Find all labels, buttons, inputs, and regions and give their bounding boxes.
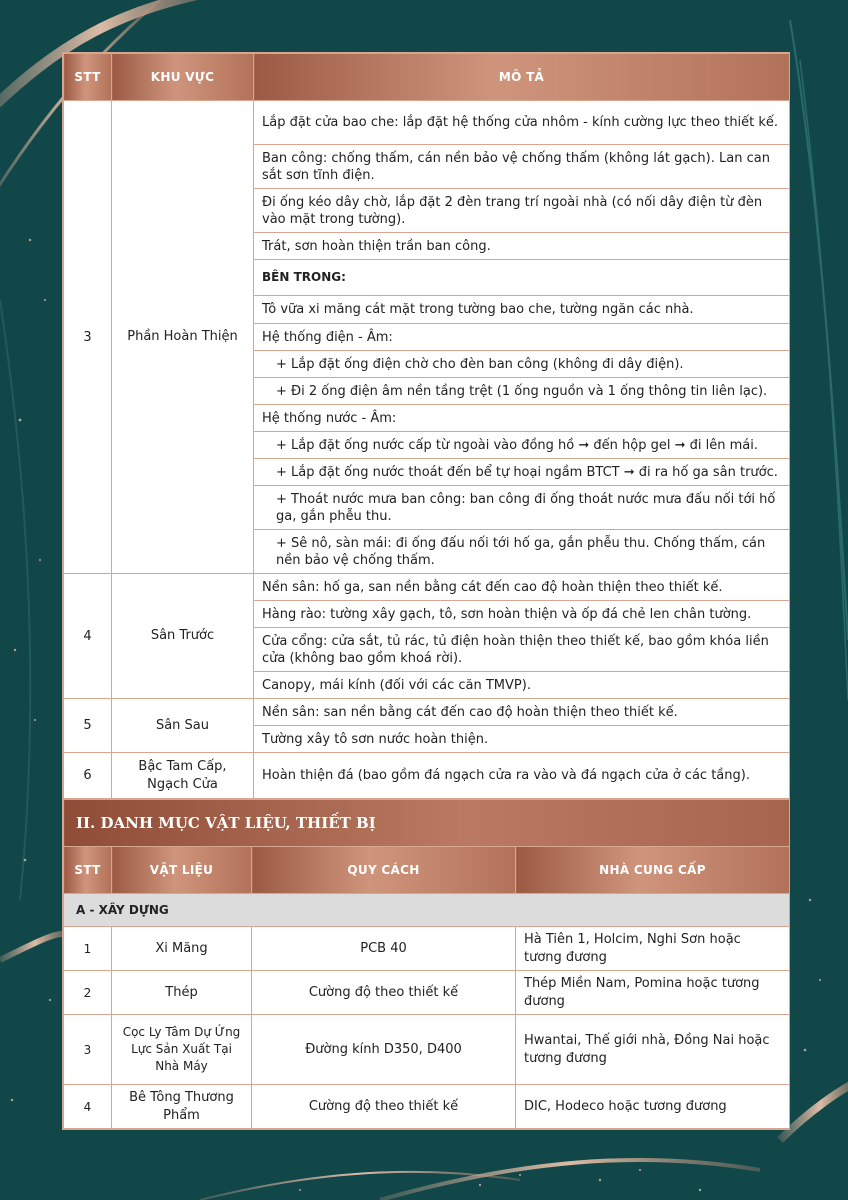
desc-cell: + Thoát nước mưa ban công: ban công đi ống thoát nước mưa đấu nối tới hố ga, gắn phễu thu.: [254, 486, 790, 530]
desc-cell: Hệ thống nước - Âm:: [254, 405, 790, 432]
header-supplier: NHÀ CUNG CẤP: [516, 847, 790, 894]
row-stt: 4: [64, 1085, 112, 1129]
desc-cell: + Lắp đặt ống điện chờ cho đèn ban công (không đi dây điện).: [254, 351, 790, 378]
header-area: KHU VỰC: [112, 54, 254, 101]
row-spec: Cường độ theo thiết kế: [252, 971, 516, 1015]
desc-cell: Ban công: chống thấm, cán nền bảo vệ chống thấm (không lát gạch). Lan can sắt sơn tĩnh điện.: [254, 145, 790, 189]
row-stt: 2: [64, 971, 112, 1015]
desc-cell: Đi ống kéo dây chờ, lắp đặt 2 đèn trang trí ngoài nhà (có nối dây điện từ đèn vào mặt trong tường).: [254, 189, 790, 233]
desc-cell: + Lắp đặt ống nước thoát đến bể tự hoại ngầm BTCT ➞ đi ra hố ga sân trước.: [254, 459, 790, 486]
table-row: [64, 574, 790, 601]
row-stt: 5: [64, 699, 112, 753]
desc-cell: Cửa cổng: cửa sắt, tủ rác, tủ điện hoàn thiện theo thiết kế, bao gồm khóa liền cửa (không bao gồm khoá rời).: [254, 628, 790, 672]
scope-table: [63, 53, 790, 799]
row-supplier: DIC, Hodeco hoặc tương đương: [516, 1085, 790, 1129]
header-stt: STT: [64, 847, 112, 894]
desc-cell: Hoàn thiện đá (bao gồm đá ngạch cửa ra vào và đá ngạch cửa ở các tầng).: [254, 753, 790, 799]
desc-cell: Tô vữa xi măng cát mặt trong tường bao che, tường ngăn các nhà.: [254, 296, 790, 324]
group-label: A - XÂY DỰNG: [64, 894, 790, 927]
desc-cell: Lắp đặt cửa bao che: lắp đặt hệ thống cửa nhôm - kính cường lực theo thiết kế.: [254, 101, 790, 145]
section-title: II. DANH MỤC VẬT LIỆU, THIẾT BỊ: [64, 800, 790, 847]
desc-cell: Canopy, mái kính (đối với các căn TMVP).: [254, 672, 790, 699]
table-row: [64, 1015, 790, 1085]
row-stt: 1: [64, 927, 112, 971]
table-row: [64, 971, 790, 1015]
table-row: [64, 1085, 790, 1129]
row-area: Sân Trước: [112, 574, 254, 699]
row-supplier: Hwantai, Thế giới nhà, Đồng Nai hoặc tương đương: [516, 1015, 790, 1085]
row-stt: 4: [64, 574, 112, 699]
header-material: VẬT LIỆU: [112, 847, 252, 894]
desc-subheading: BÊN TRONG:: [254, 260, 790, 296]
row-area: Bậc Tam Cấp, Ngạch Cửa: [112, 753, 254, 799]
desc-cell: Nền sân: hố ga, san nền bằng cát đến cao độ hoàn thiện theo thiết kế.: [254, 574, 790, 601]
document-sheet: [62, 52, 790, 1130]
row-material: Xi Măng: [112, 927, 252, 971]
desc-cell: + Sê nô, sàn mái: đi ống đấu nối tới hố ga, gắn phễu thu. Chống thấm, cán nền bảo vệ chống thấm.: [254, 530, 790, 574]
row-area: Sân Sau: [112, 699, 254, 753]
table-row: [64, 753, 790, 799]
header-spec: QUY CÁCH: [252, 847, 516, 894]
scope-table-header: [64, 54, 790, 101]
desc-cell: Trát, sơn hoàn thiện trần ban công.: [254, 233, 790, 260]
row-stt: 3: [64, 1015, 112, 1085]
row-supplier: Thép Miền Nam, Pomina hoặc tương đương: [516, 971, 790, 1015]
header-stt: STT: [64, 54, 112, 101]
table-row: [64, 927, 790, 971]
row-spec: Đường kính D350, D400: [252, 1015, 516, 1085]
row-material: Cọc Ly Tâm Dự Ứng Lực Sản Xuất Tại Nhà Máy: [112, 1015, 252, 1085]
materials-table-header: [64, 847, 790, 894]
row-supplier: Hà Tiên 1, Holcim, Nghi Sơn hoặc tương đương: [516, 927, 790, 971]
desc-cell: + Đi 2 ống điện âm nền tầng trệt (1 ống nguồn và 1 ống thông tin liên lạc).: [254, 378, 790, 405]
row-material: Thép: [112, 971, 252, 1015]
row-spec: Cường độ theo thiết kế: [252, 1085, 516, 1129]
row-stt: 6: [64, 753, 112, 799]
row-material: Bê Tông Thương Phẩm: [112, 1085, 252, 1129]
row-spec: PCB 40: [252, 927, 516, 971]
header-desc: MÔ TẢ: [254, 54, 790, 101]
row-area: Phần Hoàn Thiện: [112, 101, 254, 574]
desc-cell: Hàng rào: tường xây gạch, tô, sơn hoàn thiện và ốp đá chẻ len chân tường.: [254, 601, 790, 628]
table-row: [64, 699, 790, 726]
desc-cell: Tường xây tô sơn nước hoàn thiện.: [254, 726, 790, 753]
materials-table: [63, 799, 790, 1129]
desc-cell: Hệ thống điện - Âm:: [254, 324, 790, 351]
table-row: [64, 101, 790, 145]
desc-cell: Nền sân: san nền bằng cát đến cao độ hoàn thiện theo thiết kế.: [254, 699, 790, 726]
row-stt: 3: [64, 101, 112, 574]
desc-cell: + Lắp đặt ống nước cấp từ ngoài vào đồng hồ ➞ đến hộp gel ➞ đi lên mái.: [254, 432, 790, 459]
